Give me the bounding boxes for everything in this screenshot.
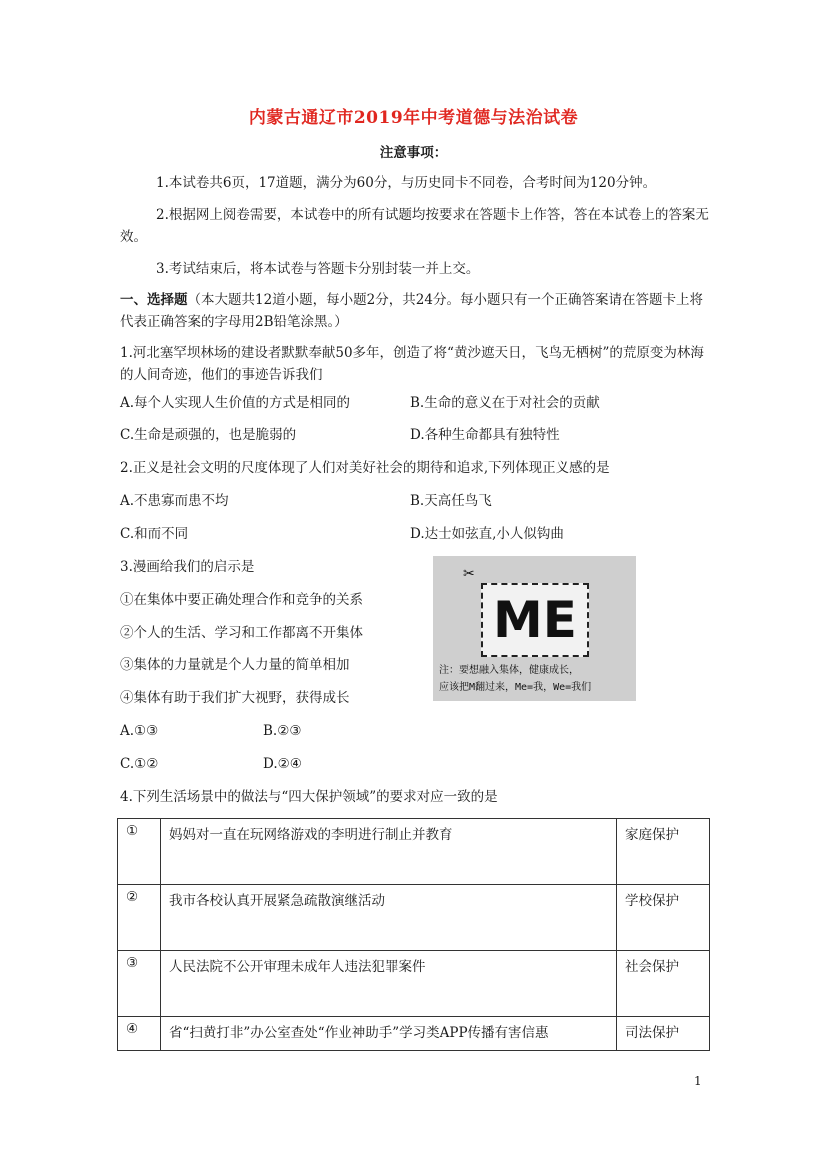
table-row	[118, 819, 710, 885]
q4-stem: 4.下列生活场景中的做法与“四大保护领域”的要求对应一致的是	[120, 789, 498, 805]
q3-option-a: A.①③	[120, 723, 159, 739]
q1-stem: 1.河北塞罕坝林场的建设者默默奉献50多年，创造了将“黄沙遮天日，飞鸟无栖树”的荒原变为林海的人间奇迹，他们的事迹告诉我们	[120, 345, 704, 383]
q2-stem: 2.正义是社会文明的尺度体现了人们对美好社会的期待和追求,下列体现正义感的是	[120, 460, 610, 476]
q3-statement-1: ①在集体中要正确处理合作和竞争的关系	[120, 592, 363, 608]
row-protection-type: 司法保护	[617, 1017, 710, 1051]
notice-heading: 注意事项：	[379, 145, 448, 161]
row-number: ④	[118, 1017, 161, 1051]
q1-option-c: C.生命是顽强的，也是脆弱的	[120, 427, 297, 443]
q3-statement-2: ②个人的生活、学习和工作都离不开集体	[120, 625, 363, 641]
row-scenario: 省“扫黄打非”办公室查处“作业神助手”学习类APP传播有害信惠	[161, 1017, 617, 1051]
row-scenario: 妈妈对一直在玩网络游戏的李明进行制止并教育	[161, 819, 617, 885]
row-scenario: 人民法院不公开审理未成年人违法犯罪案件	[161, 951, 617, 1017]
comic-image	[433, 556, 636, 701]
comic-caption-line-2: 应该把M翻过来，Me=我，We=我们	[439, 682, 592, 693]
q2-option-c: C.和而不同	[120, 526, 189, 542]
q3-option-b: B.②③	[263, 723, 302, 739]
q1-option-d: D.各种生命都具有独特性	[410, 427, 560, 443]
comic-caption-line-1: 注：要想融入集体，健康成长，	[439, 665, 579, 676]
row-protection-type: 学校保护	[617, 885, 710, 951]
notice-item-1: 1.本试卷共6页，17道题，满分为60分，与历史同卡不同卷，合考时间为120分钟。	[156, 175, 657, 191]
comic-me-letters: ME	[493, 591, 577, 649]
table-row	[118, 885, 710, 951]
q1-option-b: B.生命的意义在于对社会的贡献	[410, 395, 600, 411]
q1-option-a: A.每个人实现人生价值的方式是相同的	[120, 395, 351, 411]
notice-item-2: 2.根据网上阅卷需要，本试卷中的所有试题均按要求在答题卡上作答，答在本试卷上的答案无效。	[120, 207, 709, 245]
row-protection-type: 家庭保护	[617, 819, 710, 885]
q2-option-b: B.天高任鸟飞	[410, 493, 492, 509]
q3-statement-4: ④集体有助于我们扩大视野，获得成长	[120, 690, 350, 706]
row-number: ③	[118, 951, 161, 1017]
table-row	[118, 951, 710, 1017]
section1-heading: 一、选择题	[120, 292, 188, 308]
section1-intro	[120, 289, 710, 333]
page-number: 1	[694, 1074, 702, 1088]
q4-table	[117, 818, 710, 1051]
q2-option-d: D.达士如弦直,小人似钩曲	[410, 526, 564, 542]
q3-stem: 3.漫画给我们的启示是	[120, 559, 255, 575]
table-row	[118, 1017, 710, 1051]
row-scenario: 我市各校认真开展紧急疏散演继活动	[161, 885, 617, 951]
q2-option-a: A.不患寡而患不均	[120, 493, 229, 509]
comic-caption	[439, 662, 635, 696]
q3-statement-3: ③集体的力量就是个人力量的简单相加	[120, 657, 350, 673]
q3-option-c: C.①②	[120, 756, 159, 772]
notice-item-3: 3.考试结束后，将本试卷与答题卡分别封装一并上交。	[156, 261, 480, 277]
comic-me-box	[481, 583, 589, 657]
row-number: ①	[118, 819, 161, 885]
section1-desc: （本大题共12道小题，每小题2分，共24分。每小题只有一个正确答案请在答题卡上将代表正确答案的字母用2B铅笔涂黑。）	[120, 292, 703, 330]
q3-option-d: D.②④	[263, 756, 302, 772]
scissors-icon: ✂	[463, 566, 475, 582]
row-number: ②	[118, 885, 161, 951]
exam-title: 内蒙古通辽市2019年中考道德与法治试卷	[248, 108, 579, 128]
row-protection-type: 社会保护	[617, 951, 710, 1017]
